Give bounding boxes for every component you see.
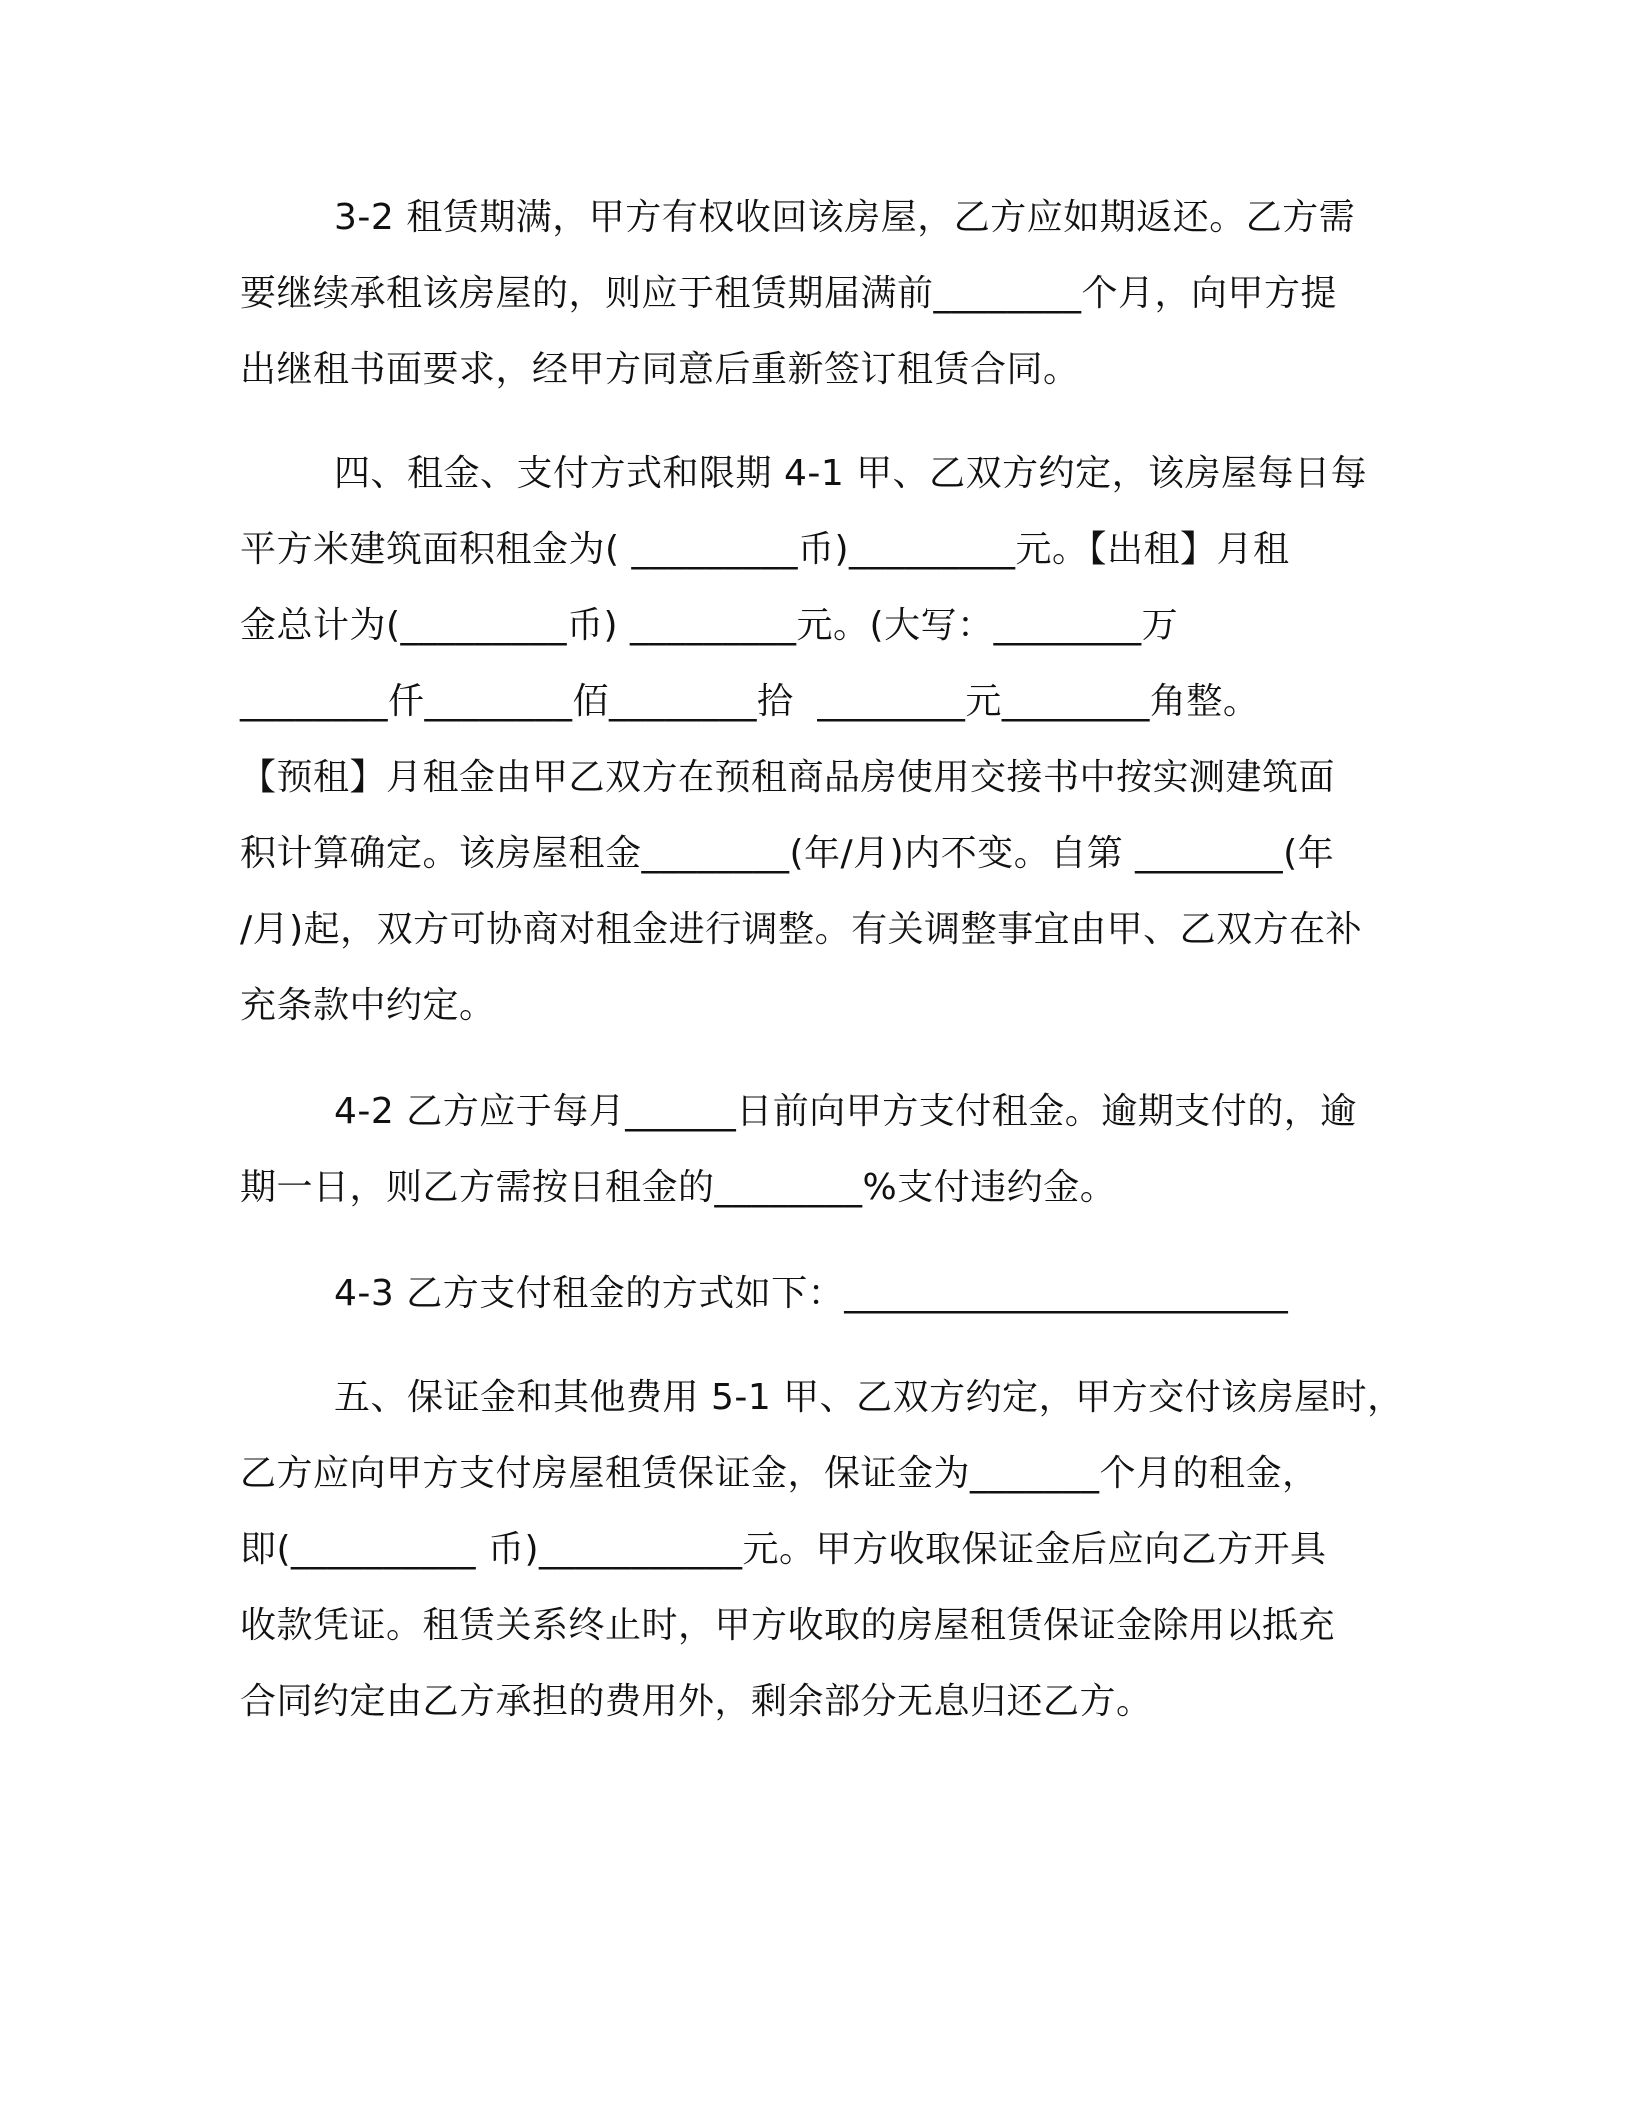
- text-line: 4-3 乙方支付租金的方式如下：________________________: [334, 1273, 1289, 1314]
- text-line: 【预租】月租金由甲乙双方在预租商品房使用交接书中按实测建筑面: [240, 757, 1336, 798]
- text-line: 期一日，则乙方需按日租金的________%支付违约金。: [240, 1167, 1117, 1208]
- text-line: 积计算确定。该房屋租金________(年/月)内不变。自第 ________(年: [240, 833, 1335, 874]
- text-line: 要继续承租该房屋的，则应于租赁期届满前________个月，向甲方提: [240, 273, 1338, 314]
- text-line: 出继租书面要求，经甲方同意后重新签订租赁合同。: [240, 349, 1080, 390]
- text-line: 3-2 租赁期满，甲方有权收回该房屋，乙方应如期返还。乙方需: [334, 197, 1356, 238]
- text-line: 平方米建筑面积租金为( _________币)_________元。【出租】月租: [240, 529, 1290, 570]
- text-line: 充条款中约定。: [240, 985, 496, 1026]
- text-line: 合同约定由乙方承担的费用外，剩余部分无息归还乙方。: [240, 1681, 1153, 1722]
- text-line: ________仟________佰________拾 ________元________角整。: [240, 681, 1260, 722]
- text-line: 4-2 乙方应于每月______日前向甲方支付租金。逾期支付的，逾: [334, 1091, 1357, 1132]
- text-line: 四、租金、支付方式和限期 4-1 甲、乙双方约定，该房屋每日每: [334, 453, 1368, 494]
- text-line: 乙方应向甲方支付房屋租赁保证金，保证金为_______个月的租金，: [240, 1453, 1319, 1494]
- text-line: 金总计为(_________币) _________元。(大写：________万: [240, 605, 1179, 646]
- text-line: /月)起，双方可协商对租金进行调整。有关调整事宜由甲、乙双方在补: [240, 909, 1363, 950]
- text-line: 收款凭证。租赁关系终止时，甲方收取的房屋租赁保证金除用以抵充: [240, 1605, 1336, 1646]
- text-line: 五、保证金和其他费用 5-1 甲、乙双方约定，甲方交付该房屋时，: [334, 1377, 1404, 1418]
- text-line: 即(__________ 币)___________元。甲方收取保证金后应向乙方开具: [240, 1529, 1327, 1570]
